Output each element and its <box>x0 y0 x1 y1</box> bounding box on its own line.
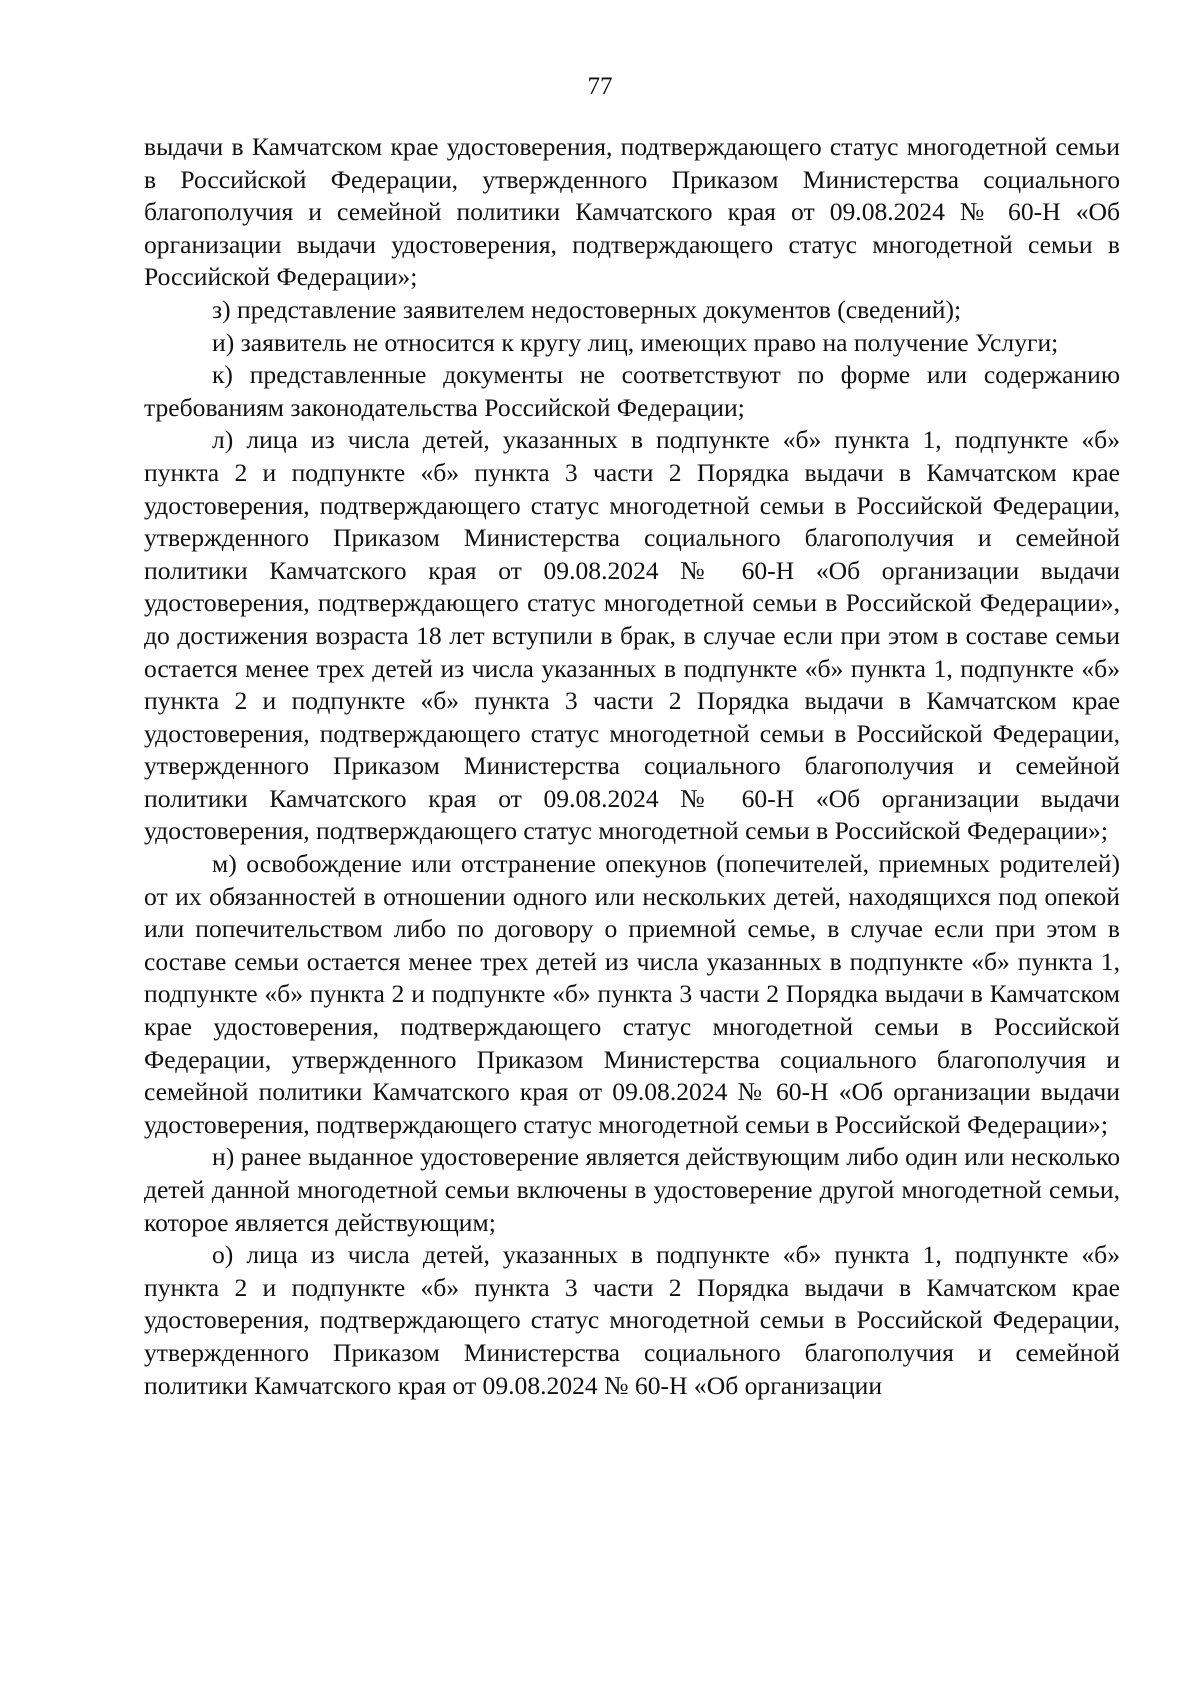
paragraph-item-z: з) представление заявителем недостоверных документов (сведений); <box>212 294 962 324</box>
paragraph-item-m: м) освобождение или отстранение опекунов (попечителей, приемных родителей) от их обязанностей в отношении одного или нескольких детей, находящихся под опекой или попечительством либо по договору о приемной семье, в случае если при этом в составе семьи остается менее трех детей из числа указанных в подпункте «б» пункта 1, подпункте «б» пункта 2 и подпункте «б» пункта 3 части 2 Порядка выдачи в Камчатском крае удостоверения, подтверждающего статус многодетной семьи в Российской Федерации, утвержденного Приказом Министерства социального благополучия и семейной политики Камчатского края от 09.08.2024 № 60-Н «Об организации выдачи удостоверения, подтверждающего статус многодетной семьи в Российской Федерации»; <box>144 849 1120 1139</box>
paragraph-item-l: л) лица из числа детей, указанных в подпункте «б» пункта 1, подпункте «б» пункта 2 и подпункте «б» пункта 3 части 2 Порядка выдачи в Камчатском крае удостоверения, подтверждающего статус многодетной семьи в Российской Федерации, утвержденного Приказом Министерства социального благополучия и семейной политики Камчатского края от 09.08.2024 № 60-Н «Об организации выдачи удостоверения, подтверждающего статус многодетной семьи в Российской Федерации», до достижения возраста 18 лет вступили в брак, в случае если при этом в составе семьи остается менее трех детей из числа указанных в подпункте «б» пункта 1, подпункте «б» пункта 2 и подпункте «б» пункта 3 части 2 Порядка выдачи в Камчатском крае удостоверения, подтверждающего статус многодетной семьи в Российской Федерации, утвержденного Приказом Министерства социального благополучия и семейной политики Камчатского края от 09.08.2024 № 60-Н «Об организации выдачи удостоверения, подтверждающего статус многодетной семьи в Российской Федерации»; <box>144 425 1120 846</box>
paragraph-item-o: о) лица из числа детей, указанных в подпункте «б» пункта 1, подпункте «б» пункта 2 и подпункте «б» пункта 3 части 2 Порядка выдачи в Камчатском крае удостоверения, подтверждающего статус многодетной семьи в Российской Федерации, утвержденного Приказом Министерства социального благополучия и семейной политики Камчатского края от 09.08.2024 № 60-Н «Об организации <box>144 1240 1120 1400</box>
page-number: 77 <box>587 73 613 100</box>
paragraph-item-n: н) ранее выданное удостоверение является действующим либо один или несколько детей данной многодетной семьи включены в удостоверение другой многодетной семьи, которое является действующим; <box>144 1142 1120 1237</box>
paragraph-item-i: и) заявитель не относится к кругу лиц, имеющих право на получение Услуги; <box>212 327 1059 357</box>
paragraph-continuation: выдачи в Камчатском крае удостоверения, подтверждающего статус многодетной семьи в Российской Федерации, утвержденного Приказом Министерства социального благополучия и семейной политики Камчатского края от 09.08.2024 № 60-Н «Об организации выдачи удостоверения, подтверждающего статус многодетной семьи в Российской Федерации»; <box>144 132 1120 292</box>
paragraph-item-k: к) представленные документы не соответствуют по форме или содержанию требованиям законодательства Российской Федерации; <box>144 360 1120 422</box>
document-body <box>144 131 1120 1402</box>
